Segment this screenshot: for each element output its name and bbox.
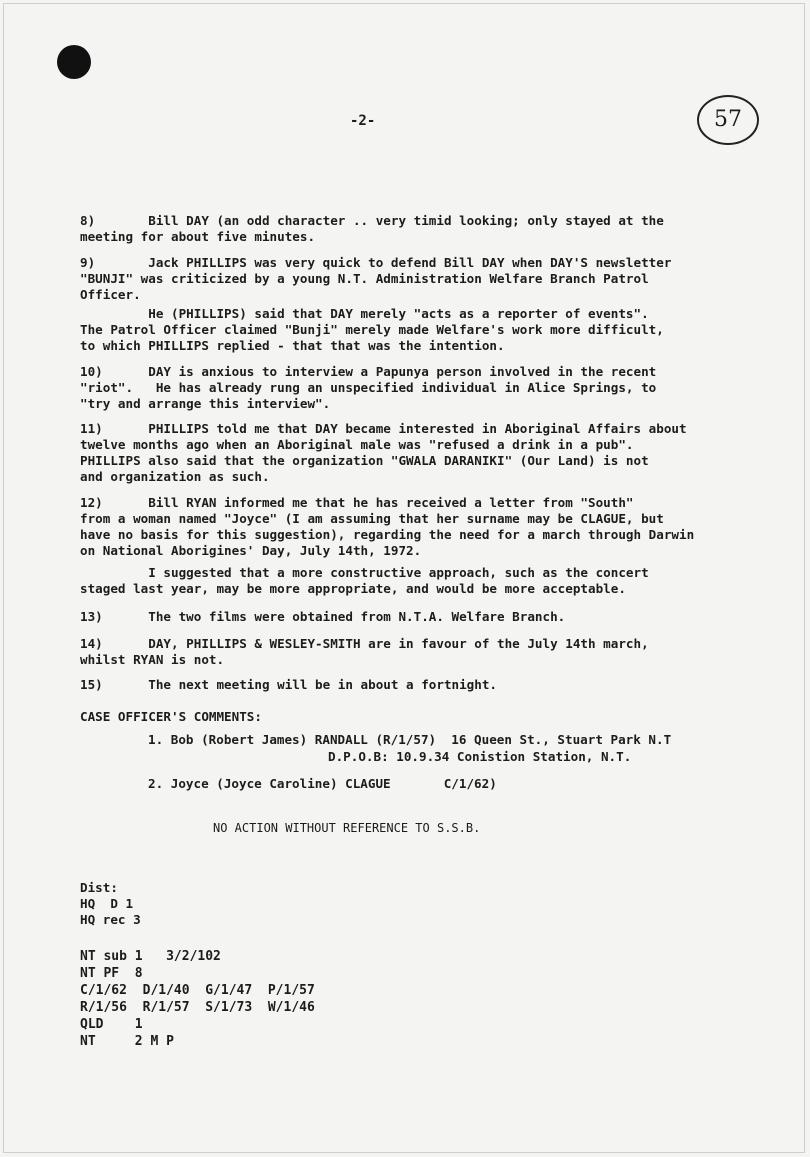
paragraph-10: 10) DAY is anxious to interview a Papunya person involved in the recent "riot". He has already rung an unspecified individual in Alice Springs, to "try and arrange this interview". (80, 364, 657, 411)
distribution-list-hq: HQ D 1 HQ rec 3 (80, 896, 141, 927)
case-officer-comment-2: 2. Joyce (Joyce Caroline) CLAGUE C/1/62) (148, 776, 497, 791)
paragraph-9: 9) Jack PHILLIPS was very quick to defend Bill DAY when DAY'S newsletter "BUNJI" was criticized by a young N.T. Administration Welfare Branch Patrol Officer. (80, 255, 672, 302)
paragraph-8: 8) Bill DAY (an odd character .. very timid looking; only stayed at the meeting for about five minutes. (80, 213, 664, 244)
distribution-list-nt: NT sub 1 3/2/102 NT PF 8 C/1/62 D/1/40 G/1/47 P/1/57 R/1/56 R/1/57 S/1/73 W/1/46 QLD 1 NT 2 M P (80, 949, 315, 1049)
case-officer-comment-1-dob: D.P.O.B: 10.9.34 Conistion Station, N.T. (328, 749, 632, 764)
caveat-notice: NO ACTION WITHOUT REFERENCE TO S.S.B. (213, 821, 481, 835)
punch-hole (57, 45, 91, 79)
case-officer-comment-1: 1. Bob (Robert James) RANDALL (R/1/57) 16 Queen St., Stuart Park N.T (148, 732, 672, 747)
paragraph-14: 14) DAY, PHILLIPS & WESLEY-SMITH are in favour of the July 14th march, whilst RYAN is not. (80, 636, 649, 667)
page-number: -2- (350, 113, 376, 129)
paragraph-11: 11) PHILLIPS told me that DAY became interested in Aboriginal Affairs about twelve months ago when an Aboriginal male was "refused a drink in a pub". PHILLIPS also said that the organization "GWALA DARANIKI" (Our Land) is not and organization as such. (80, 421, 687, 484)
distribution-heading: Dist: (80, 880, 118, 895)
paragraph-15: 15) The next meeting will be in about a fortnight. (80, 677, 498, 692)
paragraph-9-continued: He (PHILLIPS) said that DAY merely "acts as a reporter of events". The Patrol Officer claimed "Bunji" merely made Welfare's work more difficult, to which PHILLIPS replied - that that was the intention. (80, 306, 664, 353)
paragraph-12-continued: I suggested that a more constructive approach, such as the concert staged last year, may be more appropriate, and would be more acceptable. (80, 565, 649, 596)
case-officer-heading: CASE OFFICER'S COMMENTS: (80, 709, 262, 724)
folio-number: 57 (697, 95, 759, 145)
paragraph-12: 12) Bill RYAN informed me that he has received a letter from "South" from a woman named "Joyce" (I am assuming that her surname may be CLAGUE, but have no basis for this suggestion), regarding the need for a march through Darwin on National Aborigines' Day, July 14th, 1972. (80, 495, 695, 558)
paragraph-13: 13) The two films were obtained from N.T.A. Welfare Branch. (80, 609, 566, 624)
